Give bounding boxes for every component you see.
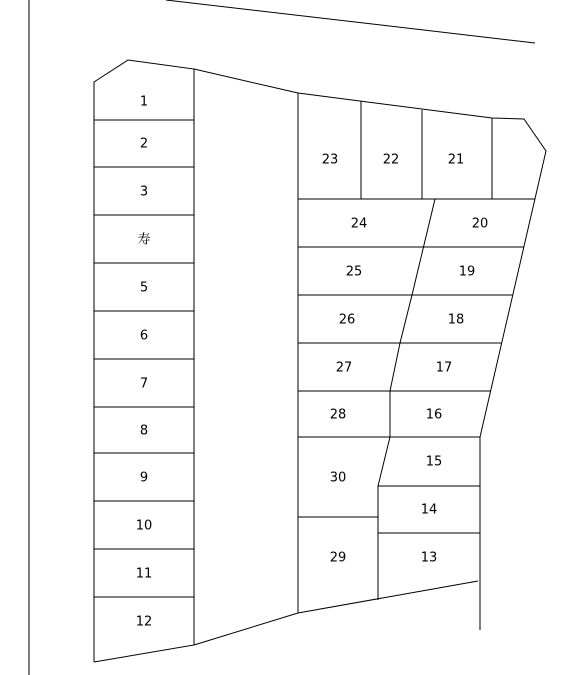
plot-label-2: 2 — [139, 136, 149, 152]
road-top-edge — [194, 69, 298, 93]
plot-label-29: 29 — [329, 550, 347, 566]
plot-label-5: 5 — [139, 280, 149, 296]
right-block-south-edge — [298, 581, 478, 613]
plot-label-17: 17 — [435, 360, 453, 376]
plot-label-25: 25 — [345, 264, 363, 280]
plot-label-26: 26 — [338, 312, 356, 328]
plot-label-27: 27 — [335, 360, 353, 376]
plot-label-10: 10 — [135, 518, 153, 534]
plot-label-22: 22 — [382, 152, 400, 168]
plot-label-7: 7 — [139, 376, 149, 392]
plot-label-24: 24 — [350, 216, 368, 232]
top-road-edge — [166, 0, 535, 43]
plot-label-12: 12 — [135, 614, 153, 630]
plot-label-6: 6 — [139, 328, 149, 344]
plot-label-18: 18 — [447, 312, 465, 328]
plot-label-20: 20 — [471, 216, 489, 232]
plot-label-21: 21 — [447, 152, 465, 168]
road-bottom-edge — [194, 613, 298, 645]
plot-label-9: 9 — [139, 470, 149, 486]
plot-label-13: 13 — [420, 550, 438, 566]
plot-label-30: 30 — [329, 470, 347, 486]
plot-label-28: 28 — [329, 407, 347, 423]
plot-label-14: 14 — [420, 502, 438, 518]
plot-label-3: 3 — [139, 184, 149, 200]
plot-label-16: 16 — [425, 407, 443, 423]
plot-label-11: 11 — [135, 566, 153, 582]
plot-label-15: 15 — [425, 454, 443, 470]
plot-label-4: 寿 — [137, 232, 151, 248]
plot-label-23: 23 — [321, 152, 339, 168]
plot-label-1: 1 — [139, 94, 149, 110]
plot-label-19: 19 — [458, 264, 476, 280]
plot-label-8: 8 — [139, 423, 149, 439]
